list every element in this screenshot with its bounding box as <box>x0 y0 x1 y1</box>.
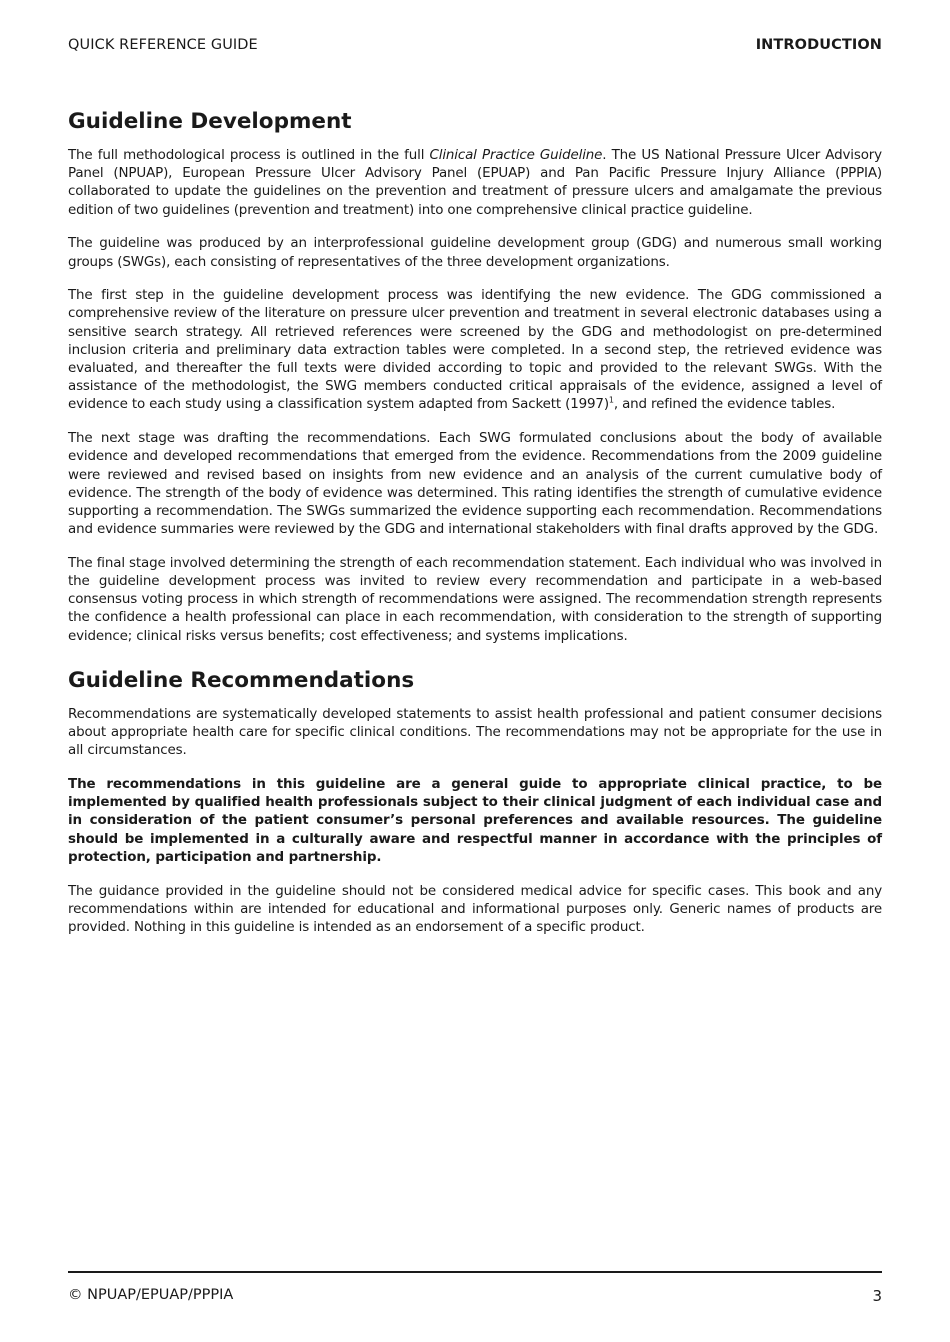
paragraph-text: The first step in the guideline development process was identifying the new evidence. The GDG commissioned a comprehensive review of the literature on pressure ulcer prevention and treatment in several electronic databases using a sensitive search strategy. All retrieved references were screened by the GDG and methodologist on pre-determined inclusion criteria and preliminary data extraction tables were completed. In a second step, the retrieved evidence was evaluated, and thereafter the full texts were divided according to topic and provided to the relevant SWGs. With the assistance of the methodologist, the SWG members conducted critical appraisals of the evidence, assigned a level of evidence to each study using a classification system adapted from Sackett (1997) <box>68 288 882 413</box>
paragraph-final-stage: The final stage involved determining the strength of each recommendation statement. Each individual who was involved in the guideline development process was invited to review every recommendation and participate in a web-based consensus voting process in which strength of recommendations were assigned. The recommendation strength represents the confidence a health professional can place in each recommendation, with consideration to the strength of supporting evidence; clinical risks versus benefits; cost effectiveness; and systems implications. <box>68 555 882 644</box>
section-heading-guideline-development: Guideline Development <box>68 109 352 134</box>
page-number: 3 <box>872 1287 882 1305</box>
paragraph-text: The full methodological process is outlined in the full <box>68 148 430 163</box>
paragraph-recommendations-notice: The recommendations in this guideline are a general guide to appropriate clinical practice, to be implemented by qualified health professionals subject to their clinical judgment of each individual case and in consideration of the patient consumer’s personal preferences and available resources. The guideline should be implemented in a culturally aware and respectful manner in accordance with the principles of protection, participation and partnership. <box>68 776 882 865</box>
footer-copyright: © NPUAP/EPUAP/PPPIA <box>68 1287 234 1303</box>
paragraph-first-step <box>68 287 882 414</box>
footnote-reference: 1 <box>608 395 614 405</box>
paragraph-drafting: The next stage was drafting the recommendations. Each SWG formulated conclusions about the body of available evidence and developed recommendations that emerged from the evidence. Recommendations from the 2009 guideline were reviewed and revised based on insights from new evidence and an analysis of the current cumulative body of evidence. The strength of the body of evidence was determined. This rating identifies the strength of cumulative evidence supporting a recommendation. The SWGs summarized the evidence supporting each recommendation. Recommendations and evidence summaries were reviewed by the GDG and international stakeholders with final drafts approved by the GDG. <box>68 431 882 538</box>
guideline-title-italic: Clinical Practice Guideline <box>429 148 603 163</box>
paragraph-methodology <box>68 147 882 220</box>
paragraph-gdg: The guideline was produced by an interprofessional guideline development group (GDG) and numerous small working groups (SWGs), each consisting of representatives of the three development organizations. <box>68 236 882 270</box>
footer-divider <box>68 1271 882 1273</box>
paragraph-recommendations-definition: Recommendations are systematically developed statements to assist health professional and patient consumer decisions about appropriate health care for specific clinical conditions. The recommendations may not be appropriate for the use in all circumstances. <box>68 706 882 759</box>
paragraph-text: . The US National Pressure Ulcer Advisory Panel (NPUAP), European Pressure Ulcer Advisory Panel (EPUAP) and Pan Pacific Pressure Injury Alliance (PPPIA) collaborated to update the guidelines on the prevention and treatment of pressure ulcers and amalgamate the previous edition of two guidelines (prevention and treatment) into one comprehensive clinical practice guideline. <box>68 148 882 218</box>
section-heading-guideline-recommendations: Guideline Recommendations <box>68 667 415 693</box>
page-content <box>68 107 882 953</box>
header-section-title: INTRODUCTION <box>755 37 882 53</box>
page-footer <box>68 1287 882 1305</box>
header-guide-title: QUICK REFERENCE GUIDE <box>68 37 258 53</box>
paragraph-text: , and refined the evidence tables. <box>613 397 836 413</box>
page-header <box>68 37 882 53</box>
paragraph-disclaimer: The guidance provided in the guideline should not be considered medical advice for specific cases. This book and any recommendations within are intended for educational and informational purposes only. Generic names of products are provided. Nothing in this guideline is intended as an endorsement of a specific product. <box>68 883 882 935</box>
